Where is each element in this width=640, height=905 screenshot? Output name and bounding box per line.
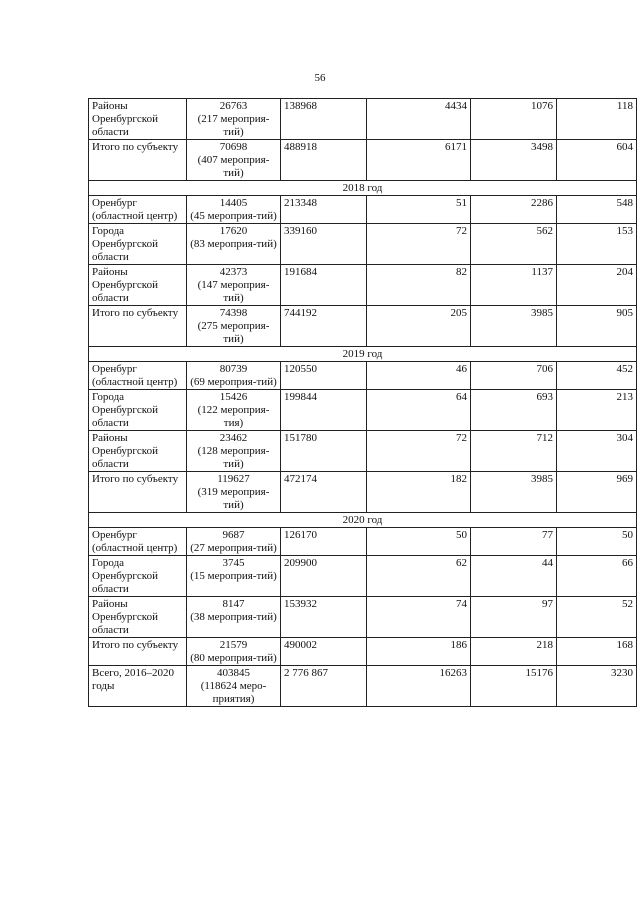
events-count-note: (128 мероприя-тий) [197, 445, 270, 470]
table-row [89, 390, 637, 431]
value-b-cell: 138968 [281, 99, 367, 140]
events-value: 9687 [222, 529, 245, 541]
region-name-cell: Итого по субъекту [89, 306, 187, 347]
table-row [89, 265, 637, 306]
value-b-cell: 490002 [281, 638, 367, 666]
events-count-note: (15 мероприя-тий) [190, 570, 277, 582]
value-c-cell: 46 [367, 362, 471, 390]
value-e-cell: 604 [557, 140, 637, 181]
value-d-cell: 706 [471, 362, 557, 390]
events-value: 23462 [219, 432, 248, 444]
value-b-cell: 120550 [281, 362, 367, 390]
value-b-cell: 153932 [281, 597, 367, 638]
table-row [89, 140, 637, 181]
events-cell [187, 196, 281, 224]
region-name-cell: Оренбург (областной центр) [89, 528, 187, 556]
events-count-note: (80 мероприя-тий) [190, 652, 277, 664]
table-row [89, 196, 637, 224]
value-c-cell: 4434 [367, 99, 471, 140]
value-d-cell: 15176 [471, 666, 557, 707]
events-value: 70698 [219, 141, 248, 153]
value-d-cell: 3985 [471, 472, 557, 513]
table-row [89, 528, 637, 556]
region-name-cell: Всего, 2016–2020 годы [89, 666, 187, 707]
events-value: 3745 [222, 557, 245, 569]
events-cell [187, 306, 281, 347]
events-value: 17620 [219, 225, 248, 237]
value-e-cell: 118 [557, 99, 637, 140]
table-row [89, 556, 637, 597]
region-name-cell: Итого по субъекту [89, 638, 187, 666]
total-row [89, 666, 637, 707]
region-name-cell: Города Оренбургской области [89, 224, 187, 265]
value-c-cell: 62 [367, 556, 471, 597]
events-value: 14405 [219, 197, 248, 209]
value-c-cell: 51 [367, 196, 471, 224]
value-c-cell: 205 [367, 306, 471, 347]
value-b-cell: 126170 [281, 528, 367, 556]
events-count-note: (45 мероприя-тий) [190, 210, 277, 222]
events-cell [187, 472, 281, 513]
table-row [89, 638, 637, 666]
value-e-cell: 213 [557, 390, 637, 431]
events-count-note: (147 мероприя-тий) [197, 279, 270, 304]
events-cell [187, 362, 281, 390]
events-cell [187, 140, 281, 181]
events-count-note: (69 мероприя-тий) [190, 376, 277, 388]
table-row [89, 224, 637, 265]
value-d-cell: 1137 [471, 265, 557, 306]
table-row [89, 597, 637, 638]
region-name-cell: Районы Оренбургской области [89, 265, 187, 306]
value-d-cell: 3498 [471, 140, 557, 181]
value-b-cell: 744192 [281, 306, 367, 347]
events-value: 119627 [217, 473, 250, 485]
events-count-note: (122 мероприя-тия) [197, 404, 270, 429]
value-b-cell: 213348 [281, 196, 367, 224]
value-d-cell: 712 [471, 431, 557, 472]
events-cell [187, 99, 281, 140]
year-header: 2020 год [89, 513, 637, 528]
events-cell [187, 431, 281, 472]
value-b-cell: 2 776 867 [281, 666, 367, 707]
value-c-cell: 82 [367, 265, 471, 306]
value-e-cell: 304 [557, 431, 637, 472]
value-b-cell: 151780 [281, 431, 367, 472]
table-row [89, 99, 637, 140]
value-b-cell: 339160 [281, 224, 367, 265]
value-d-cell: 562 [471, 224, 557, 265]
events-count-note: (27 мероприя-тий) [190, 542, 277, 554]
value-c-cell: 50 [367, 528, 471, 556]
events-value: 74398 [219, 307, 248, 319]
value-e-cell: 204 [557, 265, 637, 306]
value-e-cell: 153 [557, 224, 637, 265]
events-count-note: (83 мероприя-тий) [190, 238, 277, 250]
value-c-cell: 64 [367, 390, 471, 431]
value-c-cell: 74 [367, 597, 471, 638]
value-e-cell: 905 [557, 306, 637, 347]
events-cell [187, 528, 281, 556]
value-d-cell: 3985 [471, 306, 557, 347]
events-cell [187, 666, 281, 707]
region-name-cell: Районы Оренбургской области [89, 431, 187, 472]
year-header-row [89, 347, 637, 362]
events-value: 26763 [219, 100, 248, 112]
table-row [89, 362, 637, 390]
value-b-cell: 209900 [281, 556, 367, 597]
value-e-cell: 452 [557, 362, 637, 390]
value-c-cell: 6171 [367, 140, 471, 181]
year-header-row [89, 181, 637, 196]
region-name-cell: Города Оренбургской области [89, 390, 187, 431]
region-name-cell: Районы Оренбургской области [89, 597, 187, 638]
statistics-table [88, 98, 637, 707]
value-d-cell: 77 [471, 528, 557, 556]
year-header-row [89, 513, 637, 528]
events-count-note: (275 мероприя-тий) [197, 320, 270, 345]
events-value: 15426 [219, 391, 248, 403]
events-value: 21579 [219, 639, 248, 651]
year-header: 2018 год [89, 181, 637, 196]
events-cell [187, 556, 281, 597]
value-d-cell: 2286 [471, 196, 557, 224]
value-e-cell: 168 [557, 638, 637, 666]
events-count-note: (217 мероприя-тий) [197, 113, 270, 138]
events-value: 403845 [217, 667, 250, 679]
value-c-cell: 72 [367, 224, 471, 265]
value-b-cell: 488918 [281, 140, 367, 181]
events-count-note: (407 мероприя-тий) [197, 154, 270, 179]
region-name-cell: Итого по субъекту [89, 140, 187, 181]
events-cell [187, 390, 281, 431]
value-e-cell: 3230 [557, 666, 637, 707]
region-name-cell: Итого по субъекту [89, 472, 187, 513]
table-row [89, 306, 637, 347]
events-cell [187, 597, 281, 638]
events-value: 8147 [222, 598, 245, 610]
value-e-cell: 548 [557, 196, 637, 224]
table-row [89, 431, 637, 472]
value-e-cell: 66 [557, 556, 637, 597]
region-name-cell: Оренбург (областной центр) [89, 362, 187, 390]
events-cell [187, 638, 281, 666]
events-count-note: (319 мероприя-тий) [197, 486, 270, 511]
value-c-cell: 186 [367, 638, 471, 666]
value-d-cell: 1076 [471, 99, 557, 140]
value-b-cell: 191684 [281, 265, 367, 306]
events-count-note: (118624 меро-приятия) [200, 680, 267, 705]
region-name-cell: Города Оренбургской области [89, 556, 187, 597]
value-c-cell: 182 [367, 472, 471, 513]
value-e-cell: 52 [557, 597, 637, 638]
region-name-cell: Оренбург (областной центр) [89, 196, 187, 224]
events-value: 80739 [219, 363, 248, 375]
page-number: 56 [314, 72, 326, 84]
region-name-cell: Районы Оренбургской области [89, 99, 187, 140]
year-header: 2019 год [89, 347, 637, 362]
events-cell [187, 265, 281, 306]
value-e-cell: 50 [557, 528, 637, 556]
value-e-cell: 969 [557, 472, 637, 513]
value-d-cell: 218 [471, 638, 557, 666]
value-c-cell: 16263 [367, 666, 471, 707]
value-d-cell: 693 [471, 390, 557, 431]
events-value: 42373 [219, 266, 248, 278]
value-b-cell: 472174 [281, 472, 367, 513]
table-row [89, 472, 637, 513]
events-cell [187, 224, 281, 265]
value-c-cell: 72 [367, 431, 471, 472]
value-d-cell: 97 [471, 597, 557, 638]
value-d-cell: 44 [471, 556, 557, 597]
events-count-note: (38 мероприя-тий) [190, 611, 277, 623]
value-b-cell: 199844 [281, 390, 367, 431]
